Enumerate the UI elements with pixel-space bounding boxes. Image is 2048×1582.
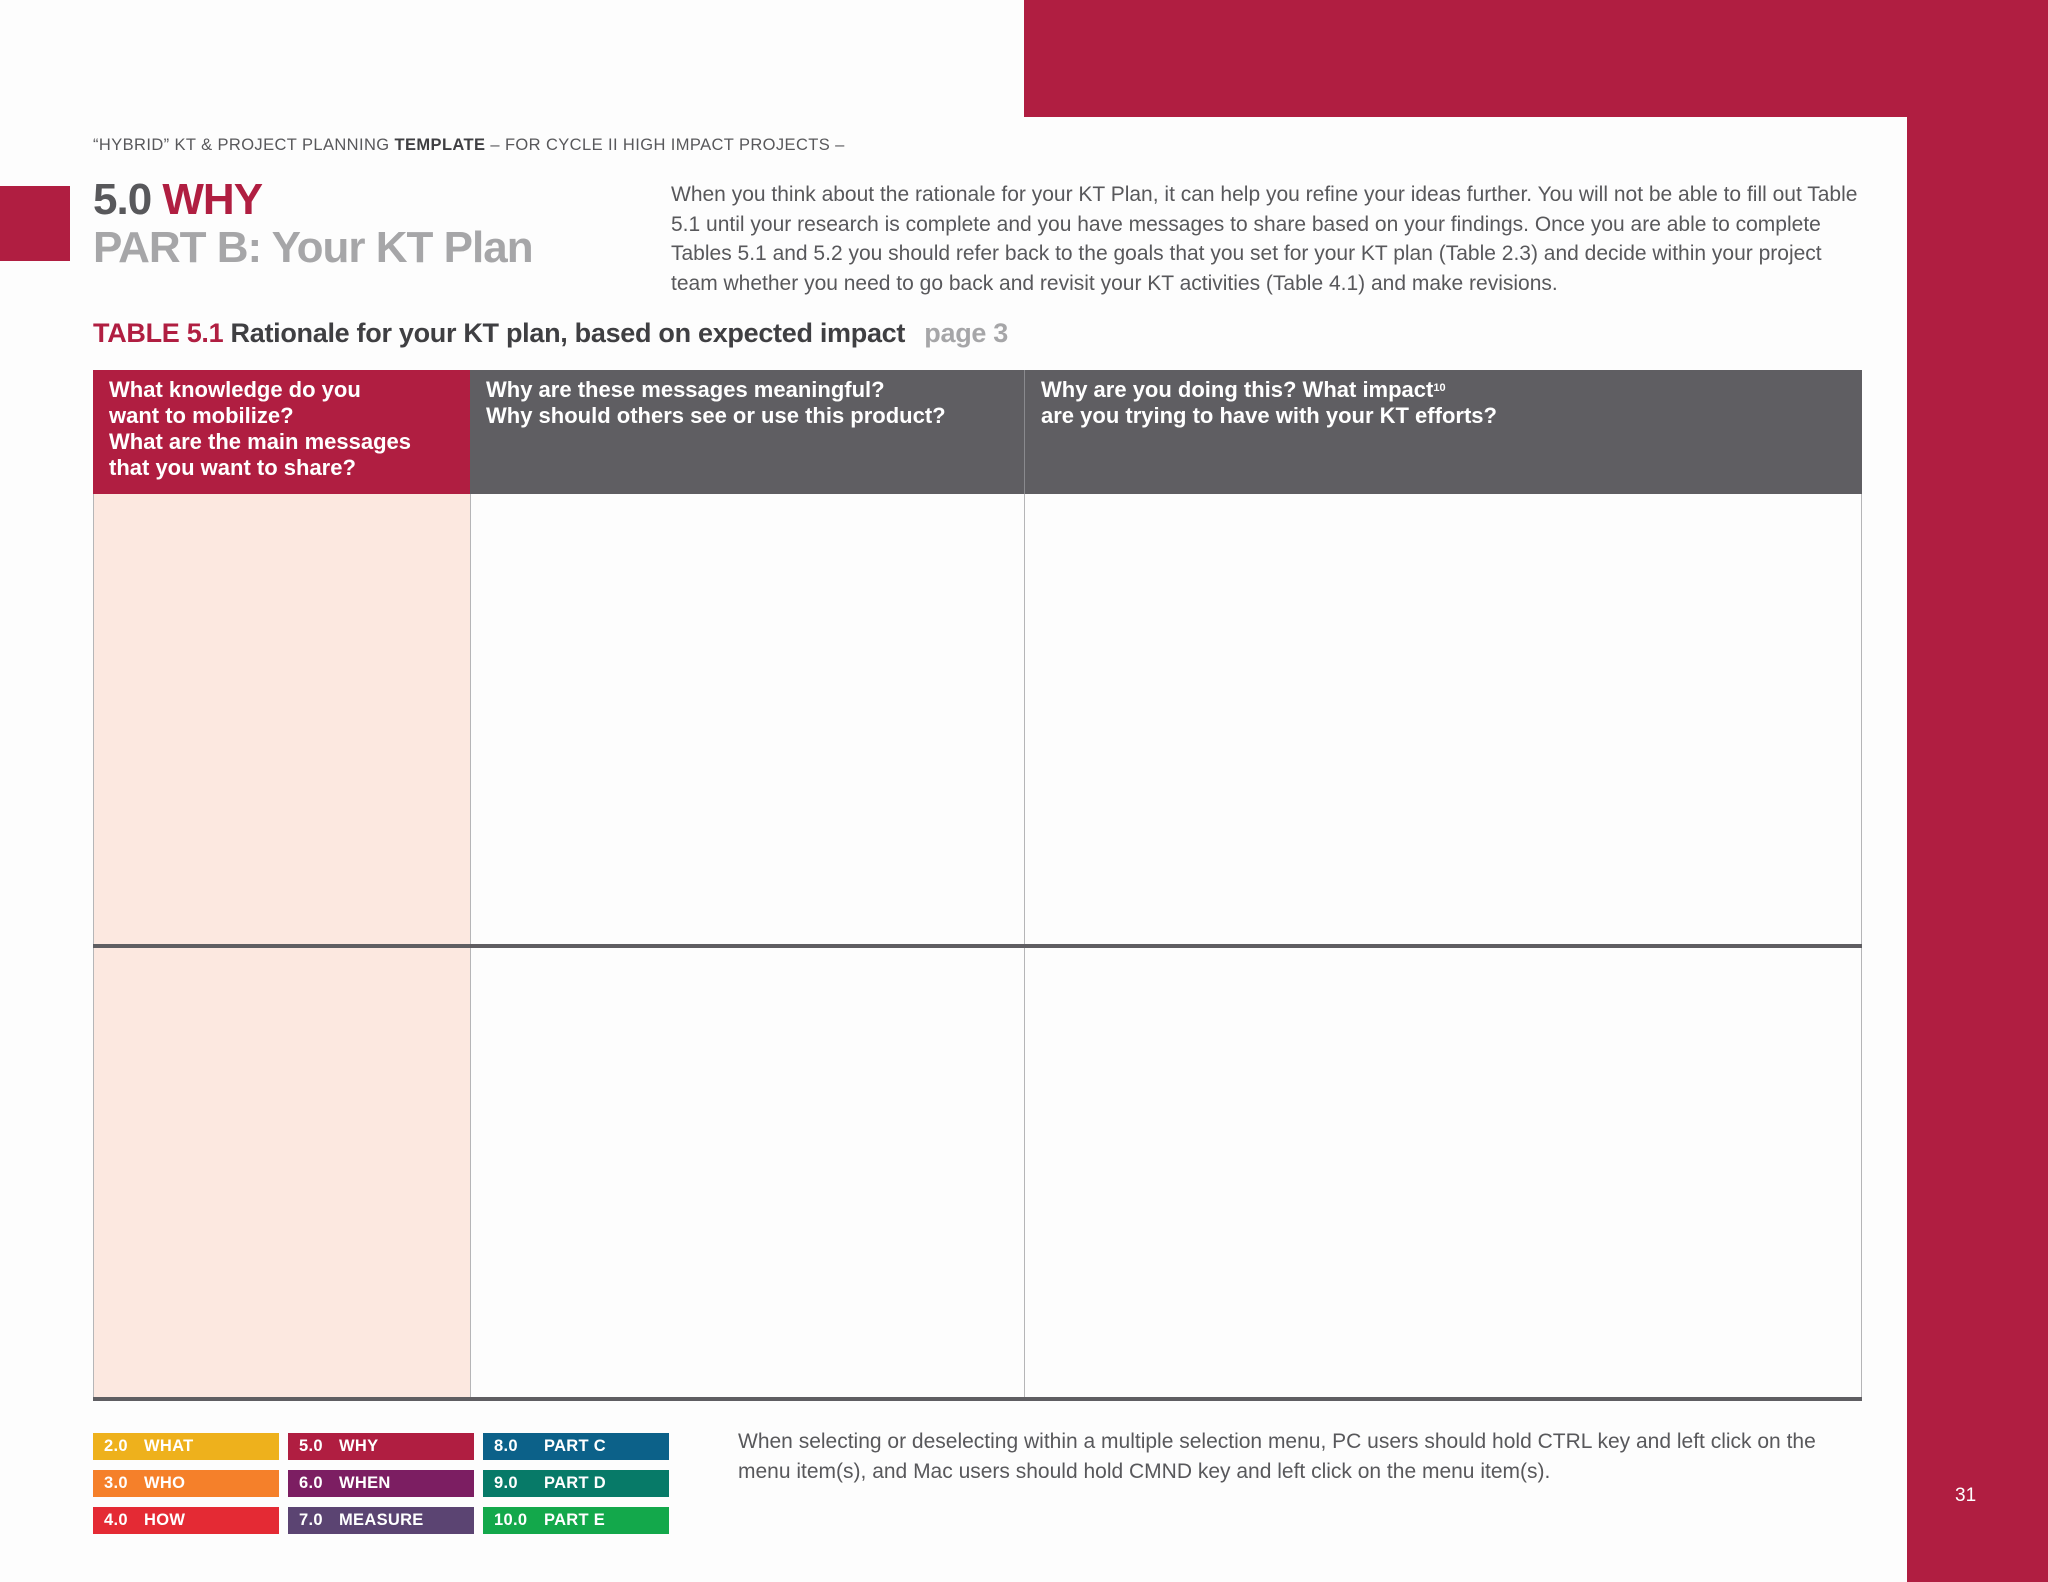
row-divider bbox=[93, 1397, 1862, 1401]
nav-tab-who[interactable]: 3.0 WHO bbox=[93, 1470, 279, 1497]
section-subtitle: PART B: Your KT Plan bbox=[93, 223, 533, 272]
section-title bbox=[93, 176, 533, 272]
table-title bbox=[93, 318, 1008, 349]
footnote-marker: 10 bbox=[1433, 382, 1446, 394]
intro-paragraph: When you think about the rationale for your KT Plan, it can help you refine your ideas further. You will not be able to fill out Table 5.1 until your research is complete and you have messages to share based on your findings. Once you are able to complete Tables 5.1 and 5.2 you should refer back to the goals that you set for your KT plan (Table 2.3) and decide within your project team whether you need to go back and revisit your KT activities (Table 4.1) and make revisions. bbox=[671, 183, 1858, 296]
table-page-ref: page 3 bbox=[924, 318, 1009, 348]
nav-tab-why[interactable]: 5.0 WHY bbox=[288, 1433, 474, 1460]
header-cell-knowledge: What knowledge do you want to mobilize? What are the main messages that you want to share? bbox=[93, 370, 470, 494]
section-tab-marker bbox=[0, 186, 70, 261]
table-cell-impact-1[interactable] bbox=[1024, 494, 1862, 944]
table-header-row bbox=[93, 370, 1862, 494]
table-cell-meaning-1[interactable] bbox=[470, 494, 1024, 944]
nav-tab-part-c[interactable]: 8.0 PART C bbox=[483, 1433, 669, 1460]
document-header: “HYBRID” KT & PROJECT PLANNING TEMPLATE – FOR CYCLE II HIGH IMPACT PROJECTS – bbox=[93, 136, 845, 154]
header-cell-meaning: Why are these messages meaningful? Why should others see or use this product? bbox=[470, 370, 1024, 494]
table-label: TABLE 5.1 bbox=[93, 318, 224, 348]
page-number: 31 bbox=[1955, 1485, 1977, 1506]
right-accent-band bbox=[1907, 117, 2048, 1582]
selection-instructions: When selecting or deselecting within a multiple selection menu, PC users should hold CTRL key and left click on the menu item(s), and Mac users should hold CMND key and left click on the menu item(s). bbox=[738, 1430, 1816, 1483]
table-cell-knowledge-1[interactable] bbox=[93, 494, 470, 944]
header-cell-impact: Why are you doing this? What impact$^{10}$ are you trying to have with your KT efforts? bbox=[1024, 370, 1862, 494]
table-cell-knowledge-2[interactable] bbox=[93, 948, 470, 1397]
nav-tab-how[interactable]: 4.0 HOW bbox=[93, 1507, 279, 1534]
nav-tab-part-e[interactable]: 10.0 PART E bbox=[483, 1507, 669, 1534]
table-description: Rationale for your KT plan, based on expected impact bbox=[230, 318, 906, 348]
nav-tab-part-d[interactable]: 9.0 PART D bbox=[483, 1470, 669, 1497]
section-number: 5.0 bbox=[93, 175, 152, 224]
table-cell-impact-2[interactable] bbox=[1024, 948, 1862, 1397]
top-accent-band bbox=[1024, 0, 2048, 117]
nav-tab-what[interactable]: 2.0 WHAT bbox=[93, 1433, 279, 1460]
nav-tab-when[interactable]: 6.0 WHEN bbox=[288, 1470, 474, 1497]
section-word: WHY bbox=[162, 175, 263, 224]
nav-tab-measure[interactable]: 7.0 MEASURE bbox=[288, 1507, 474, 1534]
table-cell-meaning-2[interactable] bbox=[470, 948, 1024, 1397]
